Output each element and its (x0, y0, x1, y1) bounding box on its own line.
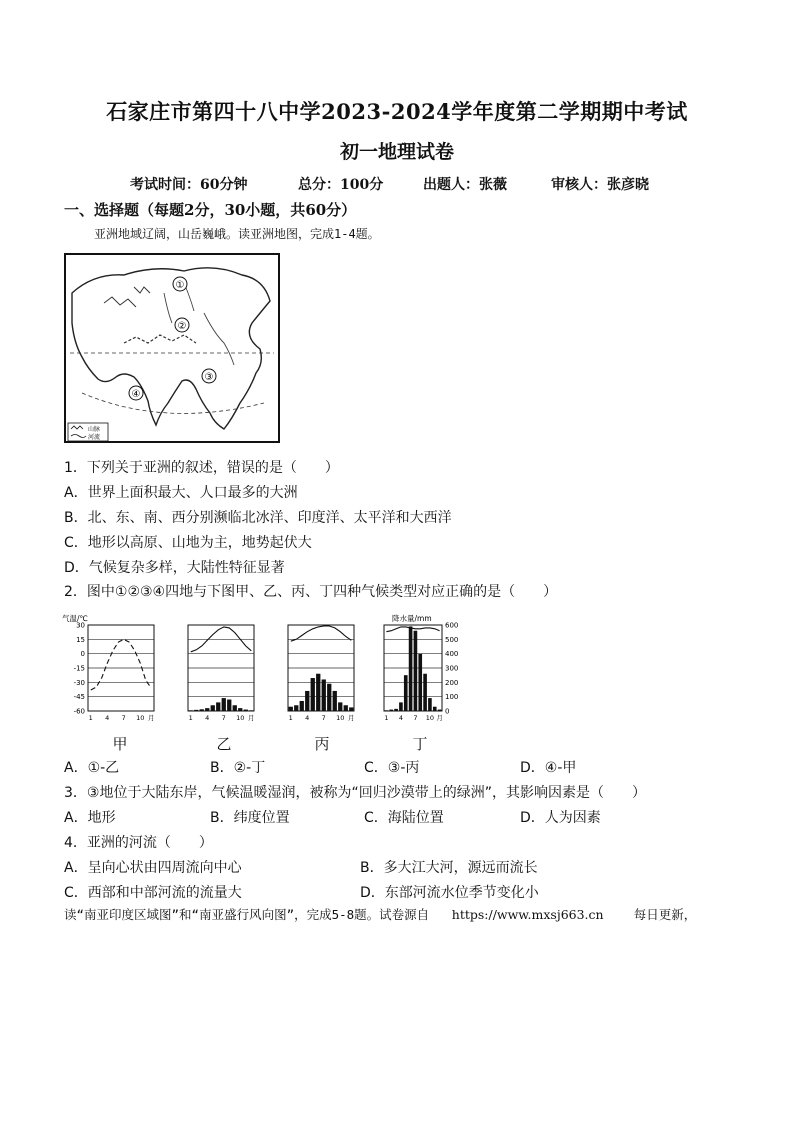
q3-option-a[interactable]: A．地形 (64, 810, 116, 826)
q4-option-b[interactable]: B．多大江大河，源远而流长 (360, 860, 538, 876)
exam-subtitle: 初一地理试卷 (339, 141, 454, 163)
precip-bar (300, 701, 304, 711)
q3-option-d[interactable]: D．人为因素 (520, 810, 601, 826)
month-tick-label: 7 (413, 714, 418, 722)
precip-bar (194, 710, 198, 711)
map-marker-3 (202, 369, 216, 383)
precip-bar (418, 654, 422, 711)
precip-bar (311, 678, 315, 711)
precip-tick-label: 500 (445, 635, 459, 644)
precip-bar (233, 705, 237, 711)
month-tick-label: 1 (88, 714, 93, 722)
q1-option-c[interactable]: C．地形以高原、山地为主，地势起伏大 (64, 535, 312, 551)
q1-option-b[interactable]: B．北、东、南、西分别濒临北冰洋、印度洋、太平洋和大西洋 (64, 510, 452, 526)
exam-time: 考试时间：60分钟 (130, 177, 248, 193)
q2-option-d[interactable]: D．④-甲 (520, 760, 577, 776)
precip-tick-label: 400 (445, 650, 459, 659)
svg-text:②: ② (177, 321, 187, 332)
temp-axis-title: 气温/℃ (62, 614, 88, 623)
month-unit-label: 月 (436, 714, 443, 722)
climate-chart-jia (62, 613, 162, 723)
asia-map (64, 253, 280, 443)
precip-bar (294, 705, 298, 711)
q3-option-c[interactable]: C．海陆位置 (364, 810, 444, 826)
section-title: 一、选择题（每题2分，30小题，共60分） (64, 201, 357, 219)
precip-bar (205, 708, 209, 711)
q1-option-a[interactable]: A．世界上面积最大、人口最多的大洲 (64, 485, 298, 501)
precip-bar (200, 709, 204, 711)
precip-tick-label: 200 (445, 678, 459, 687)
precip-bar (227, 700, 231, 711)
precip-bar (433, 707, 437, 711)
temp-tick-label: -30 (73, 678, 85, 687)
precip-bar (244, 710, 248, 711)
chart-label-yi: 乙 (216, 735, 232, 753)
climate-chart-yi (176, 613, 264, 723)
month-tick-label: 7 (121, 714, 126, 722)
map-marker-1 (173, 277, 187, 291)
climate-chart-ding (376, 613, 471, 723)
q1-option-d[interactable]: D．气候复杂多样，大陆性特征显著 (64, 560, 285, 576)
q2-stem: 2．图中①②③④四地与下图甲、乙、丙、丁四种气候类型对应正确的是（ ） (64, 584, 558, 600)
temp-tick-label: 30 (76, 621, 85, 630)
map-marker-4 (129, 386, 143, 400)
month-tick-label: 1 (384, 714, 389, 722)
q2-option-c[interactable]: C．③-丙 (364, 760, 420, 776)
precip-bar (211, 705, 215, 711)
temp-tick-label: -15 (73, 664, 85, 673)
precip-bar (385, 710, 389, 711)
precip-bar (289, 707, 293, 711)
q4-option-d[interactable]: D．东部河流水位季节变化小 (360, 885, 539, 901)
month-tick-label: 4 (305, 714, 310, 722)
temp-tick-label: 15 (76, 635, 85, 644)
precip-bar (327, 684, 331, 711)
precip-bar (305, 691, 309, 711)
temp-tick-label: -60 (73, 707, 85, 716)
precip-bar (344, 705, 348, 711)
month-unit-label: 月 (248, 714, 255, 722)
month-tick-label: 4 (205, 714, 210, 722)
month-tick-label: 1 (288, 714, 293, 722)
temp-tick-label: 0 (80, 650, 85, 659)
month-tick-label: 1 (188, 714, 193, 722)
precip-bar (423, 674, 427, 711)
precip-bar (428, 698, 432, 711)
precip-tick-label: 100 (445, 693, 459, 702)
chart-label-bing: 丙 (314, 735, 330, 753)
q2-option-b[interactable]: B．②-丁 (210, 760, 266, 776)
precip-bar (404, 675, 408, 711)
precip-bar (249, 710, 253, 711)
month-tick-label: 4 (398, 714, 403, 722)
precip-bar (389, 710, 393, 711)
precip-bar (222, 698, 226, 711)
svg-text:③: ③ (204, 372, 214, 383)
precip-bar (216, 702, 220, 711)
exam-title: 石家庄市第四十八中学2023-2024学年度第二学期期中考试 (106, 99, 688, 124)
reviewer: 审核人：张彦晓 (551, 177, 649, 193)
map-marker-2 (175, 318, 189, 332)
q1-stem: 1．下列关于亚洲的叙述，错误的是（ ） (64, 460, 339, 476)
q4-option-a[interactable]: A．呈向心状由四周流向中心 (64, 860, 242, 876)
chart-label-ding: 丁 (412, 735, 428, 753)
precip-bar (349, 707, 353, 711)
q2-option-a[interactable]: A．①-乙 (64, 760, 120, 776)
temp-tick-label: -45 (73, 693, 85, 702)
precip-bar (316, 674, 320, 711)
map-legend (68, 423, 108, 441)
precip-bar (338, 702, 342, 711)
month-tick-label: 10 (136, 714, 145, 722)
precip-bar (394, 709, 398, 711)
section-intro: 亚洲地域辽阔，山岳巍峨。读亚洲地图，完成1-4题。 (94, 227, 380, 241)
svg-text:①: ① (175, 280, 185, 291)
temperature-curve (291, 626, 352, 641)
month-unit-label: 月 (348, 714, 355, 722)
precip-bar (333, 691, 337, 711)
month-tick-label: 7 (221, 714, 226, 722)
month-unit-label: 月 (148, 714, 155, 722)
precip-bar (322, 679, 326, 711)
q4-stem: 4．亚洲的河流（ ） (64, 835, 213, 851)
footer-tail: 每日更新， (633, 907, 697, 922)
precip-tick-label: 300 (445, 664, 459, 673)
question-setter: 出题人：张薇 (423, 177, 507, 193)
precip-bar (438, 710, 442, 711)
month-tick-label: 4 (105, 714, 110, 722)
q3-stem: 3．③地位于大陆东岸，气候温暖湿润，被称为“回归沙漠带上的绿洲”，其影响因素是（ ） (64, 785, 646, 801)
chart-label-jia: 甲 (112, 735, 128, 753)
q3-option-b[interactable]: B．纬度位置 (210, 810, 290, 826)
precip-bar (238, 708, 242, 711)
precip-bar (414, 631, 418, 711)
precip-bar (399, 702, 403, 711)
climate-chart-bing (276, 613, 364, 723)
month-tick-label: 7 (321, 714, 326, 722)
precip-bar (409, 626, 413, 711)
footer-url[interactable]: https://www.mxsj663.cn (451, 907, 604, 922)
footer-text: 读“南亚印度区域图”和“南亚盛行风向图”，完成5-8题。试卷源自 (64, 907, 430, 922)
precip-bar (189, 710, 193, 711)
q4-option-c[interactable]: C．西部和中部河流的流量大 (64, 885, 242, 901)
total-score: 总分：100分 (298, 177, 384, 193)
precip-tick-label: 0 (445, 707, 450, 716)
month-tick-label: 10 (425, 714, 435, 722)
svg-text:山脉: 山脉 (88, 426, 101, 433)
month-tick-label: 10 (336, 714, 345, 722)
precip-axis-title: 降水量/mm (392, 614, 432, 623)
footer-note (64, 905, 696, 923)
svg-text:河流: 河流 (88, 434, 101, 441)
temperature-curve (386, 627, 439, 632)
svg-text:④: ④ (131, 389, 141, 400)
month-tick-label: 10 (236, 714, 245, 722)
precip-tick-label: 600 (445, 621, 459, 630)
